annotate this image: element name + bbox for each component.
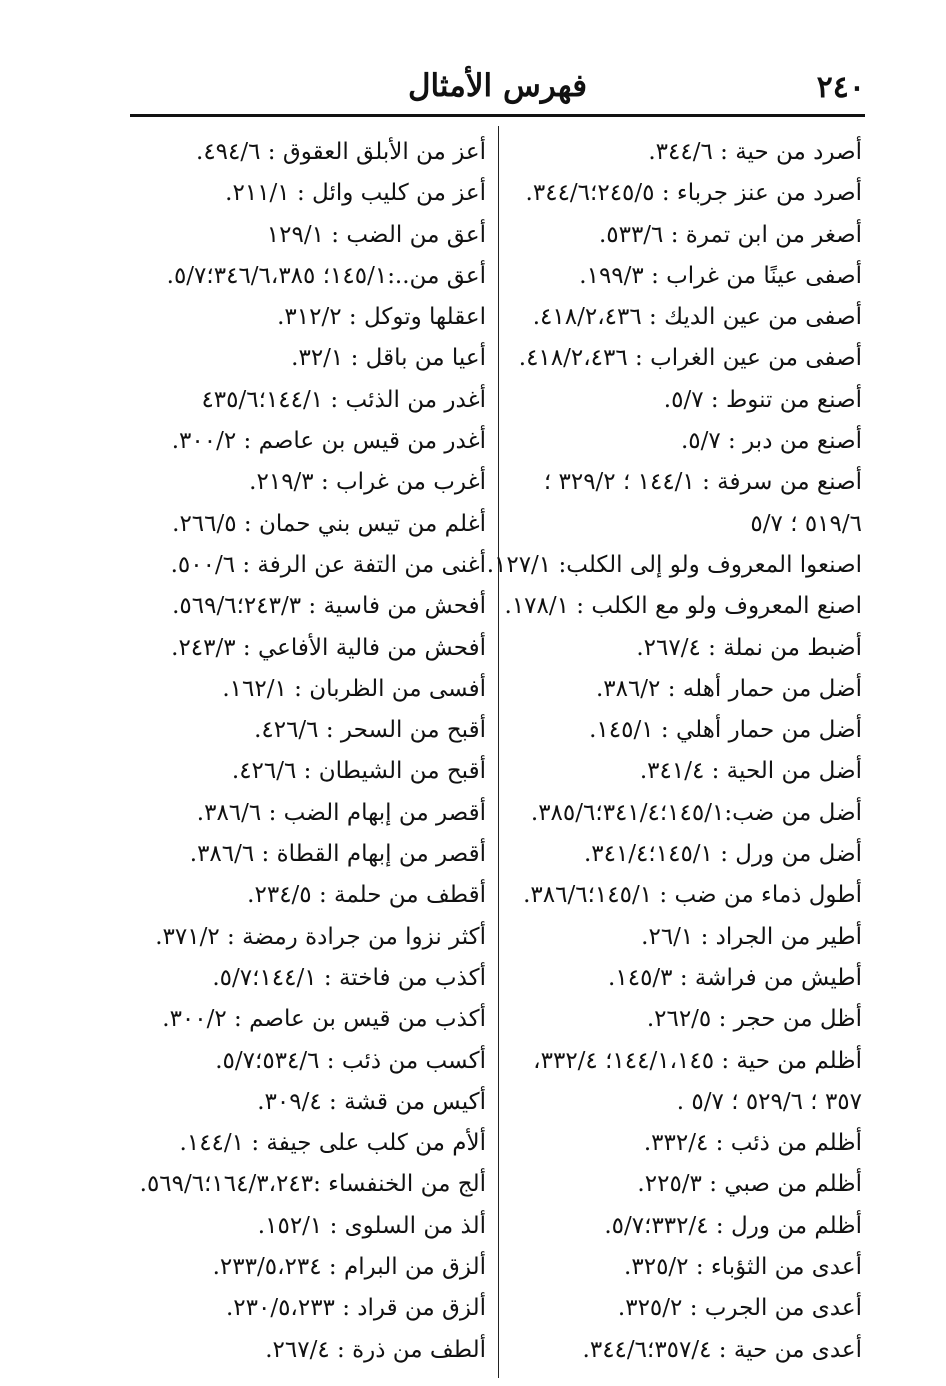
index-column-right bbox=[486, 132, 862, 1371]
index-entry: أغنى من التفة عن الرفة : ٥٠٠/٦. bbox=[170, 551, 486, 578]
index-entry: أفحش من فاسية : ٢٤٣/٣؛٥٦٩/٦. bbox=[172, 593, 486, 620]
index-entry: أظلم من حية : ١٤٤/١،١٤٥؛ ٣٣٢/٤، bbox=[533, 1047, 862, 1074]
index-entry: أكذب من قيس بن عاصم : ٣٠٠/٢. bbox=[162, 1006, 486, 1033]
index-entry: اصنع المعروف ولو مع الكلب : ١٧٨/١. bbox=[504, 593, 862, 620]
index-entry: أصنع من تنوط : ٥/٧. bbox=[663, 386, 862, 413]
index-entry: أظلم من ورل : ٣٣٢/٤؛٥/٧. bbox=[604, 1212, 862, 1239]
index-entry: أصفى من عين الديك : ٤١٨/٢،٤٣٦. bbox=[532, 304, 862, 331]
index-entry: أقصر من إبهام الضب : ٣٨٦/٦. bbox=[196, 799, 486, 826]
column-divider bbox=[498, 126, 499, 1378]
index-entry: أفحش من فالية الأفاعي : ٢٤٣/٣. bbox=[171, 634, 486, 661]
index-entry: أقبح من الشيطان : ٤٢٦/٦. bbox=[231, 758, 486, 785]
index-entry: ألزق من قراد : ٢٣٠/٥،٢٣٣. bbox=[225, 1295, 486, 1322]
index-entry: أضل من حمار أهلي : ١٤٥/١. bbox=[589, 717, 862, 744]
index-entry: أضل من ضب:١٤٥/١؛٣٤١/٤؛٣٨٥/٦. bbox=[530, 799, 862, 826]
index-entry: أظل من حجر : ٢٦٢/٥. bbox=[646, 1006, 862, 1033]
header-rule bbox=[130, 114, 865, 117]
index-entry: أضل من ورل : ١٤٥/١؛٣٤١/٤. bbox=[583, 841, 862, 868]
index-entry: ألأم من كلب على جيفة : ١٤٤/١. bbox=[179, 1130, 486, 1157]
page-header bbox=[130, 62, 865, 112]
index-entry: أطول ذماء من ضب : ١٤٥/١؛٣٨٦/٦. bbox=[523, 882, 862, 909]
index-entry: ألذ من السلوى : ١٥٢/١. bbox=[257, 1212, 486, 1239]
index-entry: أظلم من صبي : ٢٢٥/٣. bbox=[637, 1171, 862, 1198]
index-entry: أصرد من حية : ٣٤٤/٦. bbox=[648, 139, 862, 165]
index-entry: أكثر نزوا من جرادة رمضة : ٣٧١/٢. bbox=[155, 923, 486, 950]
index-entry: أكيس من قشة : ٣٠٩/٤. bbox=[257, 1088, 486, 1115]
index-entry: أعدى من الجرب : ٣٢٥/٢. bbox=[617, 1295, 862, 1322]
index-entry: ٥١٩/٦ ؛ ٥/٧ bbox=[750, 510, 862, 537]
index-entry: أصفى من عين الغراب : ٤١٨/٢،٤٣٦. bbox=[518, 345, 862, 372]
index-entry: أصنع من دبر : ٥/٧. bbox=[680, 428, 862, 455]
index-entry: أغدر من الذئب : ١٤٤/١؛٤٣٥/٦ bbox=[201, 386, 486, 413]
index-entry: اصنعوا المعروف ولو إلى الكلب: ١٢٧/١. bbox=[486, 551, 862, 578]
index-entry: أظلم من ذئب : ٣٣٢/٤. bbox=[643, 1130, 862, 1157]
page-title: فهرس الأمثال bbox=[407, 68, 588, 104]
index-entry: ألج من الخنفساء :١٦٤/٣،٢٤٣؛٥٦٩/٦. bbox=[139, 1171, 486, 1198]
index-entry: أعدى من الثؤباء : ٣٢٥/٢. bbox=[624, 1254, 862, 1281]
index-entry: أعق من الضب : ١٢٩/١ bbox=[266, 221, 486, 248]
index-entry: أكسب من ذئب : ٥٣٤/٦؛٥/٧. bbox=[215, 1047, 486, 1074]
index-entry: أغرب من غراب : ٢١٩/٣. bbox=[249, 469, 486, 496]
index-entry: أضبط من نملة : ٢٦٧/٤. bbox=[636, 634, 862, 661]
index-entry: أضل من حمار أهله : ٣٨٦/٢. bbox=[595, 675, 862, 702]
index-entry: أعيا من باقل : ٣٢/١. bbox=[291, 345, 486, 372]
index-entry: أطيش من فراشة : ١٤٥/٣. bbox=[608, 964, 862, 991]
index-entry: اعقلها وتوكل : ٣١٢/٢. bbox=[277, 304, 486, 331]
index-entry: أكذب من فاختة : ١٤٤/١؛٥/٧. bbox=[212, 964, 486, 991]
index-entry: أغلم من تيس بني حمان : ٢٦٦/٥. bbox=[172, 510, 486, 537]
index-entry: أقبح من السحر : ٤٢٦/٦. bbox=[254, 717, 486, 744]
index-entry: أقصر من إبهام القطاة : ٣٨٦/٦. bbox=[189, 841, 486, 868]
index-entry: أقطف من حلمة : ٢٣٤/٥. bbox=[247, 882, 486, 909]
index-entry: أصغر من ابن تمرة : ٥٣٣/٦. bbox=[598, 221, 862, 248]
page-number: ٢٤٠ bbox=[816, 70, 865, 105]
index-entry: ألطف من ذرة : ٢٦٧/٤. bbox=[265, 1336, 486, 1363]
index-entry: أغدر من قيس بن عاصم : ٣٠٠/٢. bbox=[171, 428, 486, 455]
index-entry: أضل من الحية : ٣٤١/٤. bbox=[639, 758, 862, 785]
index-entry: أصرد من عنز جرباء : ٢٤٥/٥؛٣٤٤/٦. bbox=[525, 180, 862, 207]
index-column-left bbox=[136, 132, 486, 1371]
index-entry: أعدى من حية : ٣٥٧/٤؛٣٤٤/٦. bbox=[582, 1336, 862, 1363]
index-entry: ألزق من البرام : ٢٣٣/٥،٢٣٤. bbox=[212, 1254, 486, 1281]
index-entry: أصفى عينًا من غراب : ١٩٩/٣. bbox=[579, 262, 862, 289]
index-entry: أطير من الجراد : ٢٦/١. bbox=[641, 923, 862, 950]
index-entry: أصنع من سرفة : ١٤٤/١ ؛ ٣٢٩/٢ ؛ bbox=[543, 469, 862, 496]
index-entry: أفسى من الظربان : ١٦٢/١. bbox=[222, 675, 486, 702]
index-entry: أعز من كليب وائل : ٢١١/١. bbox=[225, 180, 486, 207]
index-entry: أعز من الأبلق العقوق : ٤٩٤/٦. bbox=[196, 139, 486, 165]
index-entry: أعق من..:١٤٥/١؛ ٣٤٦/٦،٣٨٥؛٥/٧. bbox=[166, 262, 486, 289]
index-entry: ٣٥٧ ؛ ٥٢٩/٦ ؛ ٥/٧ . bbox=[676, 1088, 862, 1115]
